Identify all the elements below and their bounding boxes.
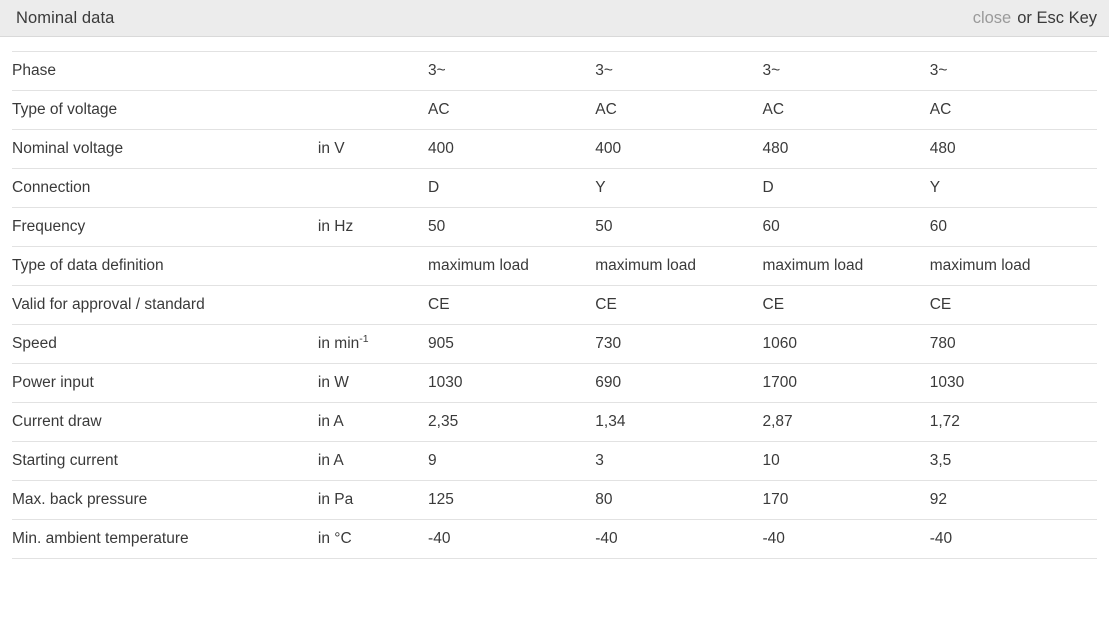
row-value: 9 [428,442,595,481]
row-unit: in V [318,130,428,169]
row-label: Valid for approval / standard [12,286,318,325]
row-value: -40 [930,520,1097,559]
row-unit [318,52,428,91]
row-label: Phase [12,52,318,91]
row-value: D [763,169,930,208]
row-unit-base: in min [317,335,360,352]
row-value: 480 [930,130,1097,169]
table-row [12,325,1097,364]
row-value: 10 [763,442,930,481]
close-button[interactable]: close [972,8,1012,27]
row-value: 80 [595,481,762,520]
row-value: CE [763,286,930,325]
row-unit: in Hz [318,208,428,247]
row-value: 3~ [763,52,930,91]
table-row [12,169,1097,208]
row-label: Frequency [12,208,318,247]
row-value: 480 [763,130,930,169]
row-value: 2,35 [428,403,595,442]
row-label: Starting current [12,442,318,481]
row-value: 1700 [763,364,930,403]
row-value: AC [595,91,762,130]
row-label: Connection [12,169,318,208]
row-value: AC [428,91,595,130]
row-value: 1,34 [595,403,762,442]
row-value: -40 [428,520,595,559]
row-value: maximum load [595,247,762,286]
row-unit: in Pa [318,481,428,520]
row-value: 50 [428,208,595,247]
table-row [12,520,1097,559]
row-unit: in A [318,403,428,442]
row-value: 3~ [428,52,595,91]
row-value: 1,72 [930,403,1097,442]
row-label: Max. back pressure [12,481,318,520]
row-unit [318,325,428,364]
row-value: maximum load [428,247,595,286]
row-value: CE [930,286,1097,325]
row-unit: in A [318,442,428,481]
row-value: 60 [930,208,1097,247]
row-value: 3~ [930,52,1097,91]
table-row [12,52,1097,91]
table-row [12,364,1097,403]
row-value: maximum load [763,247,930,286]
row-value: 3 [595,442,762,481]
row-value: 690 [595,364,762,403]
row-value: 730 [595,325,762,364]
table-row [12,91,1097,130]
row-label: Type of voltage [12,91,318,130]
row-value: 125 [428,481,595,520]
table-row [12,286,1097,325]
table-row [12,247,1097,286]
row-value: 1030 [428,364,595,403]
close-hint-label: or Esc Key [1017,8,1097,27]
row-value: 400 [595,130,762,169]
row-value: AC [930,91,1097,130]
row-label: Type of data definition [12,247,318,286]
table-row [12,481,1097,520]
row-value: AC [763,91,930,130]
row-value: 1030 [930,364,1097,403]
row-value: 3,5 [930,442,1097,481]
row-label: Current draw [12,403,318,442]
table-row [12,208,1097,247]
table-row [12,403,1097,442]
dialog-header [0,0,1109,37]
row-value: Y [595,169,762,208]
row-value: maximum load [930,247,1097,286]
close-area [973,9,1097,28]
row-value: 1060 [763,325,930,364]
row-value: Y [930,169,1097,208]
row-value: 400 [428,130,595,169]
nominal-data-table-wrapper [0,37,1109,559]
row-label: Power input [12,364,318,403]
row-unit [318,91,428,130]
row-unit-exponent: -1 [359,332,369,345]
table-row [12,442,1097,481]
row-value: CE [595,286,762,325]
row-value: 2,87 [763,403,930,442]
row-value: 780 [930,325,1097,364]
row-unit [318,169,428,208]
row-label: Speed [12,325,318,364]
row-value: CE [428,286,595,325]
row-unit: in W [318,364,428,403]
row-value: 905 [428,325,595,364]
nominal-data-table [12,51,1097,559]
row-value: 60 [763,208,930,247]
row-value: -40 [763,520,930,559]
row-unit [318,247,428,286]
row-value: 50 [595,208,762,247]
row-value: 3~ [595,52,762,91]
row-unit: in °C [318,520,428,559]
table-row [12,130,1097,169]
row-value: 170 [763,481,930,520]
row-label: Min. ambient temperature [12,520,318,559]
row-value: 92 [930,481,1097,520]
page-title: Nominal data [16,8,115,27]
row-value: -40 [595,520,762,559]
row-value: D [428,169,595,208]
row-label: Nominal voltage [12,130,318,169]
row-unit [318,286,428,325]
